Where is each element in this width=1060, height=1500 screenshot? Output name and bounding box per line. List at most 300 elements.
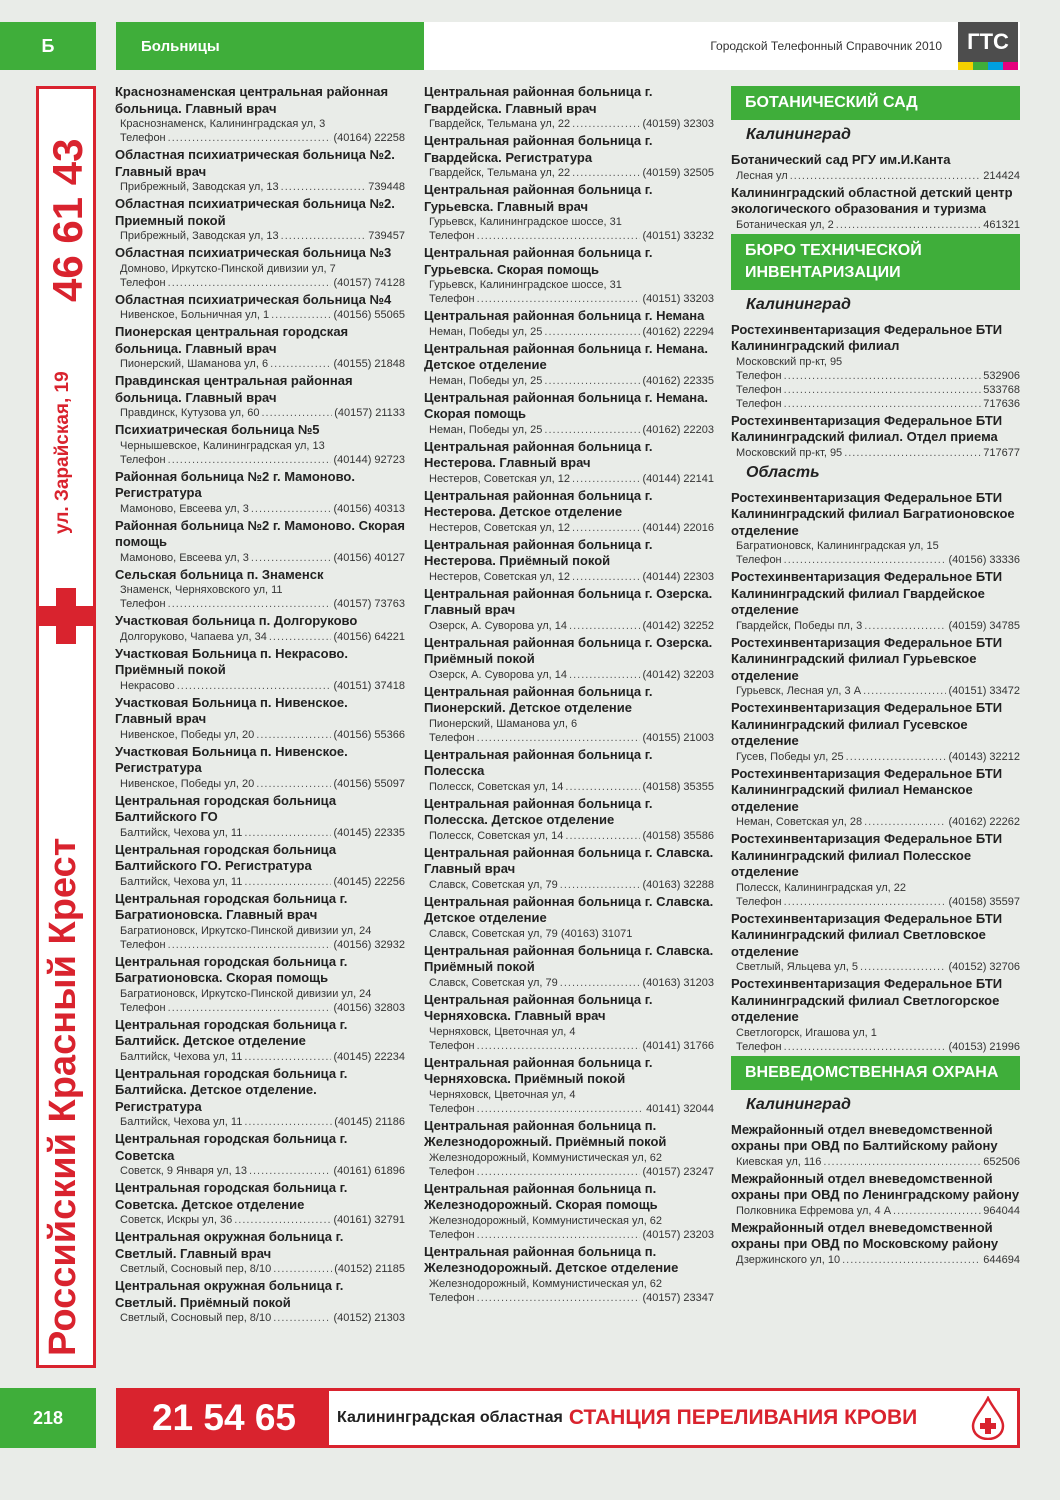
dot-leader xyxy=(477,1039,641,1053)
entry-title: Ростехинвентаризация Федеральное БТИ Калининградский филиал Гвардейское отделение xyxy=(731,569,1003,617)
entry-address: Полесск, Калининградская ул, 22 xyxy=(736,881,907,894)
entry-line xyxy=(731,881,1020,895)
hospitals-column-1 xyxy=(115,84,405,1327)
entry-address: Телефон xyxy=(120,453,166,466)
entry-title: Сельская больница п. Знаменск xyxy=(115,566,324,582)
entry-address: Телефон xyxy=(429,1165,475,1178)
entry-line xyxy=(115,583,405,597)
entry-address: Полесск, Советская ул, 14 xyxy=(429,829,564,842)
dot-leader xyxy=(281,180,367,194)
entry-phone: 644694 xyxy=(983,1253,1020,1266)
entry-line xyxy=(424,619,714,633)
entry-address: Пионерский, Шаманова ул, 6 xyxy=(429,717,578,730)
directory-entry xyxy=(424,537,714,584)
entry-line xyxy=(731,397,1020,411)
entry-address: Телефон xyxy=(429,731,475,744)
dot-leader xyxy=(477,1165,641,1179)
entry-title: Межрайонный отдел вневедомственной охраны при ОВД по Московскому району xyxy=(731,1219,999,1251)
dot-leader xyxy=(256,728,331,742)
dot-leader xyxy=(544,325,640,339)
entry-title: Ростехинвентаризация Федеральное БТИ Калининградский филиал. Отдел приема xyxy=(731,412,1003,444)
dot-leader xyxy=(261,406,332,420)
entry-address: Телефон xyxy=(120,1001,166,1014)
dot-leader xyxy=(168,276,332,290)
entry-line xyxy=(115,262,405,276)
entry-title: Центральная районная больница г. Озерска. Приёмный покой xyxy=(424,634,713,666)
entry-phone: (40145) 22335 xyxy=(333,826,405,839)
entry-line xyxy=(731,355,1020,369)
entry-address: Долгоруково, Чапаева ул, 34 xyxy=(120,630,267,643)
entry-title: Межрайонный отдел вневедомственной охраны при ОВД по Ленинградскому району xyxy=(731,1170,1020,1202)
entry-title: Областная психиатрическая больница №3 xyxy=(115,245,392,260)
entry-line xyxy=(115,1311,405,1325)
directory-entry xyxy=(424,1055,714,1116)
dot-leader xyxy=(168,938,332,952)
entry-phone: (40156) 64221 xyxy=(333,630,405,643)
entry-phone: (40144) 22303 xyxy=(642,570,714,583)
band-botanical-garden: БОТАНИЧЕСКИЙ САД xyxy=(731,86,1020,120)
dot-leader xyxy=(784,553,947,567)
dot-leader xyxy=(784,1040,947,1054)
blood-drop-icon xyxy=(969,1396,1007,1440)
entry-line xyxy=(424,1039,714,1053)
security-entries xyxy=(731,1122,1020,1267)
entry-title: Центральная районная больница г. Немана xyxy=(424,308,705,323)
dot-leader xyxy=(790,169,982,183)
entry-title: Психиатрическая больница №5 xyxy=(115,422,320,437)
entry-line xyxy=(424,1228,714,1242)
entry-line xyxy=(424,1165,714,1179)
entry-phone: (40157) 23247 xyxy=(642,1165,714,1178)
logo-stripe-magenta xyxy=(1003,62,1018,70)
entry-line xyxy=(115,229,405,243)
entry-title: Областная психиатрическая больница №2. Приемный покой xyxy=(115,196,395,228)
entry-title: Центральная городская больница г. Багратионовска. Скорая помощь xyxy=(115,953,348,985)
entry-phone: (40144) 22016 xyxy=(642,521,714,534)
directory-entry xyxy=(115,1066,405,1130)
directory-entry xyxy=(115,245,405,290)
dot-leader xyxy=(477,1228,641,1242)
entry-address: Балтийск, Чехова ул, 11 xyxy=(120,875,243,888)
entry-phone: 652506 xyxy=(983,1155,1020,1168)
directory-entry xyxy=(115,292,405,323)
entry-title: Центральная районная больница г. Немана. Детское отделение xyxy=(424,340,708,372)
entry-line xyxy=(731,1026,1020,1040)
hospitals-column-2 xyxy=(424,84,714,1307)
entry-line xyxy=(424,521,714,535)
entry-title: Центральная городская больница г. Балтийска. Детское отделение. Регистратура xyxy=(115,1065,348,1114)
entry-line xyxy=(424,878,714,892)
directory-entry xyxy=(115,891,405,952)
entry-address: Гурьевск, Лесная ул, 3 А xyxy=(736,685,862,697)
entry-line xyxy=(424,1214,714,1228)
entry-title: Ростехинвентаризация Федеральное БТИ Калининградский филиал Светлогорское отделение xyxy=(731,976,1003,1024)
directory-entry xyxy=(424,84,714,131)
directory-entry xyxy=(115,84,405,145)
entry-line xyxy=(731,960,1020,974)
entry-phone: 533768 xyxy=(983,383,1020,396)
entry-address: Полковника Ефремова ул, 4 А xyxy=(736,1204,892,1217)
entry-line xyxy=(424,292,714,306)
blood-station-phone: 21 54 65 xyxy=(119,1391,329,1445)
entry-line xyxy=(424,278,714,292)
entry-phone: (40151) 33203 xyxy=(642,293,714,305)
entry-title: Центральная районная больница г. Славска. Детское отделение xyxy=(424,893,714,925)
bti-region-entries xyxy=(731,490,1020,1054)
entry-phone: (40158) 35597 xyxy=(948,895,1020,908)
entry-phone: (40145) 21186 xyxy=(334,1116,405,1128)
dot-leader xyxy=(572,570,640,584)
entry-address: Полесск, Советская ул, 14 xyxy=(429,780,564,793)
directory-entry xyxy=(731,185,1020,232)
entry-address: Светлый, Сосновый пер, 8/10 xyxy=(120,1312,272,1324)
entry-phone: 532906 xyxy=(983,369,1020,382)
logo-stripe-yellow xyxy=(958,62,973,70)
entry-title: Центральная районная больница г. Нестерова. Главный врач xyxy=(424,438,653,470)
entry-title: Ростехинвентаризация Федеральное БТИ Калининградский филиал Багратионовское отделение xyxy=(731,489,1015,538)
dot-leader xyxy=(544,374,640,388)
entry-line xyxy=(115,276,405,290)
directory-entry xyxy=(115,469,405,516)
entry-line xyxy=(424,976,714,990)
entry-address: Телефон xyxy=(429,1039,475,1052)
directory-entry xyxy=(115,147,405,194)
entry-title: Ростехинвентаризация Федеральное БТИ Калининградский филиал Светловское отделение xyxy=(731,910,1003,959)
entry-title: Ростехинвентаризация Федеральное БТИ Калининградский филиал Гурьевское отделение xyxy=(731,634,1003,683)
entry-line xyxy=(731,383,1020,397)
directory-title xyxy=(424,22,956,70)
entry-address: Правдинск, Кутузова ул, 60 xyxy=(120,407,260,419)
entry-line xyxy=(115,180,405,194)
entry-phone: (40144) 22141 xyxy=(642,472,714,485)
entry-address: Гвардейск, Тельмана ул, 22 xyxy=(429,118,571,130)
entry-address: Гвардейск, Тельмана ул, 22 xyxy=(429,167,571,179)
directory-entry xyxy=(115,422,405,467)
entry-title: Участковая Больница п. Нивенское. Главный врач xyxy=(115,694,348,726)
entry-line xyxy=(424,1151,714,1165)
entry-phone: (40155) 21003 xyxy=(642,731,714,744)
entry-phone: 717677 xyxy=(983,446,1020,459)
gts-logo xyxy=(956,22,1020,70)
entry-line xyxy=(424,1025,714,1039)
directory-entry xyxy=(424,943,714,990)
entry-address: Телефон xyxy=(120,598,166,610)
dot-leader xyxy=(249,1164,332,1178)
entry-address: Домново, Иркутско-Пинской дивизии ул, 7 xyxy=(120,262,336,275)
entry-phone: (40143) 32212 xyxy=(948,750,1020,763)
entry-phone: (40159) 34785 xyxy=(948,619,1020,632)
entry-phone: (40163) 32288 xyxy=(642,878,714,891)
entry-address: Нивенское, Больничная ул, 1 xyxy=(120,309,270,321)
dot-leader xyxy=(244,875,331,889)
entry-phone: (40156) 33336 xyxy=(948,554,1020,566)
entry-phone: (40156) 55366 xyxy=(333,728,405,741)
entry-title: Ростехинвентаризация Федеральное БТИ Калининградский филиал xyxy=(731,321,1003,353)
entry-line xyxy=(424,570,714,584)
entry-address: Светлый, Яльцева ул, 5 xyxy=(736,961,858,973)
directory-entry xyxy=(424,1181,714,1242)
entry-line xyxy=(424,1088,714,1102)
entry-address: Телефон xyxy=(736,383,782,396)
entry-address: Телефон xyxy=(120,132,166,144)
entry-address: Черняховск, Цветочная ул, 4 xyxy=(429,1025,576,1038)
entry-phone: (40142) 32252 xyxy=(642,619,714,632)
logo-stripe-green xyxy=(973,62,988,70)
directory-entry xyxy=(115,695,405,742)
dot-leader xyxy=(244,826,331,840)
entry-line xyxy=(424,1291,714,1305)
entry-title: Центральная районная больница г. Гвардейска. Главный врач xyxy=(424,84,653,116)
directory-entry xyxy=(424,439,714,486)
entry-line xyxy=(115,357,405,371)
entry-phone: (40144) 92723 xyxy=(333,453,405,466)
entry-address: Нестеров, Советская ул, 12 xyxy=(429,521,570,534)
directory-entry xyxy=(115,646,405,693)
entry-line xyxy=(424,1102,714,1116)
entry-line xyxy=(115,1213,405,1227)
city-heading: Калининград xyxy=(746,126,851,143)
entry-title: Краснознаменская центральная районная больница. Главный врач xyxy=(115,84,389,116)
entry-phone: (40145) 22234 xyxy=(333,1050,405,1063)
directory-entry xyxy=(115,1278,405,1325)
dot-leader xyxy=(823,1155,981,1169)
city-heading: Калининград xyxy=(746,295,851,313)
entry-line xyxy=(115,826,405,840)
entry-title: Правдинская центральная районная больница. Главный врач xyxy=(115,373,353,405)
entry-phone: (40152) 32706 xyxy=(948,961,1020,973)
dot-leader xyxy=(244,1115,332,1129)
entry-line xyxy=(115,1001,405,1015)
entry-title: Центральная окружная больница г. Светлый. Приёмный покой xyxy=(115,1278,344,1310)
entry-address: Гусев, Победы ул, 25 xyxy=(736,750,844,763)
entry-address: Телефон xyxy=(120,276,166,289)
entry-phone: (40141) 31766 xyxy=(642,1039,714,1052)
directory-entry xyxy=(731,766,1020,830)
red-cross-org-name: Российский Красный Крест xyxy=(42,837,84,1356)
entry-title: Центральная районная больница г. Славска. Приёмный покой xyxy=(424,942,714,974)
entry-line xyxy=(115,597,405,611)
entry-address: Железнодорожный, Коммунистическая ул, 62 xyxy=(429,1151,663,1164)
entry-line xyxy=(424,1277,714,1291)
section-letter: Б xyxy=(0,22,96,70)
entry-address: Железнодорожный, Коммунистическая ул, 62 xyxy=(429,1214,663,1227)
entry-address: Гурьевск, Калининградское шоссе, 31 xyxy=(429,216,622,228)
entry-line xyxy=(115,308,405,322)
entry-address: Телефон xyxy=(120,938,166,951)
dot-leader xyxy=(269,630,332,644)
entry-title: Центральная городская больница г. Багратионовска. Главный врач xyxy=(115,890,348,922)
entry-address: Озерск, А. Суворова ул, 14 xyxy=(429,619,568,632)
entry-phone: (40157) 74128 xyxy=(333,276,405,289)
entry-address: Чернышевское, Калининградская ул, 13 xyxy=(120,439,325,452)
entry-phone: (40156) 32932 xyxy=(333,938,405,951)
entry-phone: (40142) 32203 xyxy=(642,668,714,681)
dot-leader xyxy=(572,521,640,535)
dot-leader xyxy=(784,895,947,909)
dot-leader xyxy=(863,684,946,698)
entry-line xyxy=(115,1164,405,1178)
dot-leader xyxy=(569,619,640,633)
dot-leader xyxy=(477,1102,644,1116)
gts-logo-text: ГТС xyxy=(958,22,1018,62)
entry-title: Центральная районная больница г. Черняховска. Главный врач xyxy=(424,991,653,1023)
entry-line xyxy=(115,1115,405,1129)
entry-address: Черняховск, Цветочная ул, 4 xyxy=(429,1088,576,1101)
entry-title: Центральная районная больница г. Нестерова. Приёмный покой xyxy=(424,536,653,568)
entry-address: Балтийск, Чехова ул, 11 xyxy=(120,1116,243,1128)
entry-phone: 214424 xyxy=(983,169,1020,182)
directory-entry xyxy=(731,152,1020,183)
entry-address: Светлогорск, Игашова ул, 1 xyxy=(736,1026,877,1039)
entry-line xyxy=(115,117,405,131)
directory-entry xyxy=(424,488,714,535)
entry-line xyxy=(115,679,405,693)
page-number: 218 xyxy=(0,1388,96,1448)
directory-entry xyxy=(424,1244,714,1305)
entry-address: Озерск, А. Суворова ул, 14 xyxy=(429,668,568,681)
entry-line xyxy=(424,780,714,794)
entry-address: Телефон xyxy=(429,1291,475,1304)
entry-address: Телефон xyxy=(736,554,782,566)
red-cross-phone: 46 61 43 xyxy=(44,138,91,302)
directory-entry xyxy=(731,490,1020,568)
dot-leader xyxy=(168,453,332,467)
entry-title: Ботанический сад РГУ им.И.Канта xyxy=(731,152,951,167)
entry-title: Участковая Больница п. Нивенское. Регистратура xyxy=(115,743,348,775)
dot-leader xyxy=(844,446,981,460)
entry-address: Московский пр-кт, 95 xyxy=(736,355,843,368)
directory-entry xyxy=(424,390,714,437)
entry-address: Телефон xyxy=(736,369,782,382)
entry-phone: (40163) 31203 xyxy=(642,976,714,989)
dot-leader xyxy=(842,1253,981,1267)
entry-title: Ростехинвентаризация Федеральное БТИ Калининградский филиал Гусевское отделение xyxy=(731,700,1003,748)
entry-address: Телефон xyxy=(736,895,782,908)
city-heading: Калининград xyxy=(746,1095,851,1113)
entry-title: Центральная городская больница г. Советска. Детское отделение xyxy=(115,1180,348,1212)
entry-line xyxy=(424,829,714,843)
directory-entry xyxy=(115,1229,405,1276)
directory-entry xyxy=(731,700,1020,764)
entry-address: Пионерский, Шаманова ул, 6 xyxy=(120,358,269,370)
dot-leader xyxy=(572,472,640,486)
entry-address: Неман, Победы ул, 25 xyxy=(429,325,543,338)
entry-phone: (40157) 21133 xyxy=(334,407,405,419)
entry-address: Славск, Советская ул, 79 xyxy=(429,878,558,891)
entry-phone: (40157) 23203 xyxy=(642,1228,714,1241)
entry-title: Участковая больница п. Долгоруково xyxy=(115,613,358,628)
dot-leader xyxy=(477,731,641,745)
directory-entry xyxy=(424,992,714,1053)
entry-line xyxy=(115,777,405,791)
entry-address: Гурьевск, Калининградское шоссе, 31 xyxy=(429,279,622,291)
entry-line xyxy=(731,553,1020,567)
entry-title: Межрайонный отдел вневедомственной охраны при ОВД по Балтийскому району xyxy=(731,1121,998,1153)
directory-entry xyxy=(424,894,714,941)
directory-entry xyxy=(424,245,714,306)
entry-line xyxy=(731,218,1020,232)
entry-line xyxy=(115,453,405,467)
entry-title: Районная больница №2 г. Мамоново. Регистратура xyxy=(115,468,355,500)
entry-title: Центральная районная больница г. Гурьевска. Главный врач xyxy=(424,182,653,214)
entry-title: Центральная районная больница п. Железнодорожный. Скорая помощь xyxy=(424,1180,658,1212)
entry-phone: (40162) 22262 xyxy=(948,816,1020,828)
directory-entry xyxy=(731,413,1020,460)
entry-address: Телефон xyxy=(429,1228,475,1241)
dot-leader xyxy=(893,1204,981,1218)
entry-address: Славск, Советская ул, 79 (40163) 31071 xyxy=(429,927,633,940)
entry-phone: 717636 xyxy=(983,397,1020,410)
dot-leader xyxy=(860,960,946,974)
directory-entry xyxy=(731,1220,1020,1267)
entry-address: Славск, Советская ул, 79 xyxy=(429,976,558,989)
entry-title: Центральная районная больница г. Немана. Скорая помощь xyxy=(424,389,708,421)
entry-phone: 739448 xyxy=(368,181,405,193)
entry-line xyxy=(424,472,714,486)
dot-leader xyxy=(273,1311,331,1325)
dot-leader xyxy=(256,777,331,791)
entry-address: Нестеров, Советская ул, 12 xyxy=(429,570,570,583)
entry-title: Районная больница №2 г. Мамоново. Скорая помощь xyxy=(115,517,405,549)
entry-line xyxy=(731,684,1020,698)
entry-line xyxy=(424,423,714,437)
entry-title: Ростехинвентаризация Федеральное БТИ Калининградский филиал Неманское отделение xyxy=(731,765,1003,814)
dot-leader xyxy=(168,131,332,145)
entry-address: Багратионовск, Калининградская ул, 15 xyxy=(736,540,939,552)
section-title: Больницы xyxy=(116,22,424,70)
directory-entry xyxy=(731,911,1020,975)
entry-phone: (40145) 22256 xyxy=(333,875,405,888)
entry-line xyxy=(115,1262,405,1276)
directory-entry xyxy=(115,324,405,371)
directory-entry xyxy=(731,831,1020,909)
directory-entry xyxy=(115,793,405,840)
directory-entry xyxy=(424,684,714,745)
entry-address: Советск, 9 Января ул, 13 xyxy=(120,1165,247,1177)
entry-phone: (40152) 21185 xyxy=(334,1263,405,1275)
dot-leader xyxy=(560,878,641,892)
entry-phone: (40151) 33232 xyxy=(642,230,714,242)
directory-title-text: Городской Телефонный Справочник 2010 xyxy=(710,39,942,53)
directory-entry xyxy=(424,586,714,633)
entry-line xyxy=(731,1040,1020,1054)
directory-entry xyxy=(115,613,405,644)
entry-address: Телефон xyxy=(736,397,782,410)
dot-leader xyxy=(544,423,640,437)
entry-phone: (40162) 22335 xyxy=(642,374,714,387)
directory-entry xyxy=(115,1180,405,1227)
entry-title: Пионерская центральная городская больница. Главный врач xyxy=(115,324,349,356)
dot-leader xyxy=(168,1001,332,1015)
entry-line xyxy=(731,539,1020,553)
entry-address: Телефон xyxy=(429,293,475,305)
entry-line xyxy=(424,166,714,180)
entry-phone: (40161) 32791 xyxy=(333,1214,405,1226)
dot-leader xyxy=(234,1213,331,1227)
dot-leader xyxy=(560,976,641,990)
entry-line xyxy=(115,630,405,644)
entry-phone: (40159) 32303 xyxy=(642,118,714,130)
dot-leader xyxy=(270,357,331,371)
directory-entry xyxy=(424,341,714,388)
directory-entry xyxy=(115,1131,405,1178)
directory-entry xyxy=(115,518,405,565)
entry-address: Багратионовск, Иркутско-Пинской дивизии ул, 24 xyxy=(120,924,372,937)
entry-line xyxy=(731,815,1020,829)
entry-line xyxy=(115,924,405,938)
entry-line xyxy=(115,728,405,742)
entry-line xyxy=(424,215,714,229)
